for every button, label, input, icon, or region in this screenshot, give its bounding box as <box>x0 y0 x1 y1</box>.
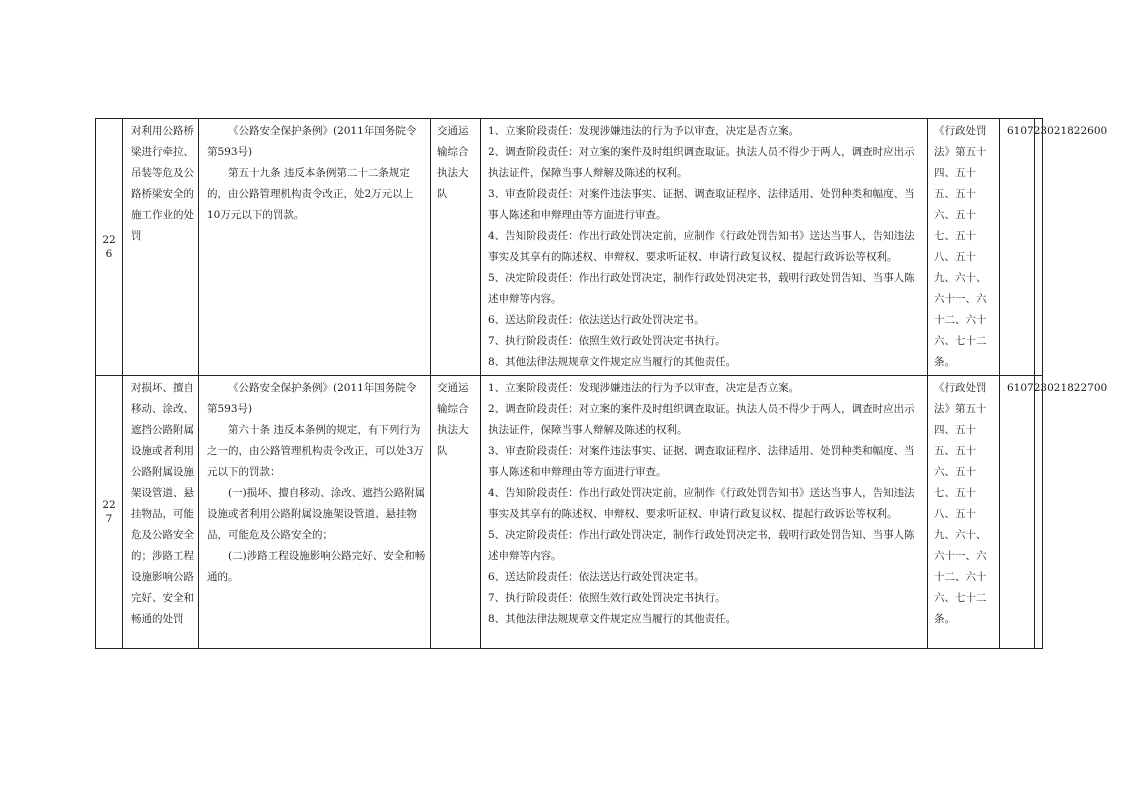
responsibility-cell <box>481 119 928 376</box>
table-row <box>96 119 1043 376</box>
row-number-part: 22 <box>102 234 116 246</box>
responsibility-item: 5、决定阶段责任：作出行政处罚决定，制作行政处罚决定书，载明行政处罚告知、当事人陈述申辩等内容。 <box>488 529 915 562</box>
responsibility-item: 2、调查阶段责任：对立案的案件及时组织调查取证。执法人员不得少于两人，调查时应出示执法证件，保障当事人辩解及陈述的权利。 <box>488 146 915 179</box>
row-number-part: 6 <box>105 248 113 260</box>
row-number-part: 7 <box>105 513 113 525</box>
table-row <box>96 376 1043 649</box>
responsibility-item: 3、审查阶段责任：对案件违法事实、证据、调查取证程序、法律适用、处罚种类和幅度、当事人陈述和申辩理由等方面进行审查。 <box>488 445 915 478</box>
responsibility-item: 2、调查阶段责任：对立案的案件及时组织调查取证。执法人员不得少于两人，调查时应出示执法证件，保障当事人辩解及陈述的权利。 <box>488 403 915 436</box>
power-list-table <box>95 118 1108 649</box>
legal-basis-subclause: (一)损坏、擅自移动、涂改、遮挡公路附属设施或者利用公路附属设施架设管道、悬挂物品，可能危及公路安全的； <box>207 487 426 541</box>
responsibility-item: 3、审查阶段责任：对案件违法事实、证据、调查取证程序、法律适用、处罚种类和幅度、当事人陈述和申辩理由等方面进行审查。 <box>488 188 915 221</box>
responsibility-item: 1、立案阶段责任：发现涉嫌违法的行为予以审查，决定是否立案。 <box>488 125 800 137</box>
row-number-part: 22 <box>102 499 116 511</box>
implementing-department: 交通运输综合执法大队 <box>431 376 481 649</box>
responsibility-item: 7、执行阶段责任：依照生效行政处罚决定书执行。 <box>488 592 726 604</box>
legal-basis-cell <box>199 119 431 376</box>
responsibility-item: 5、决定阶段责任：作出行政处罚决定，制作行政处罚决定书，载明行政处罚告知、当事人陈述申辩等内容。 <box>488 272 915 305</box>
row-number-cell <box>96 376 123 649</box>
accountability-law-cell: 《行政处罚法》第五十四、五十五、五十六、五十七、五十八、五十九、六十、六十一、六十二、六十六、七十二条。 <box>928 119 1000 376</box>
legal-basis-clause: 第六十条 违反本条例的规定，有下列行为之一的，由公路管理机构责令改正，可以处3万元以下的罚款： <box>207 424 424 478</box>
remarks-cell <box>1035 376 1043 649</box>
power-item-name: 对损坏、擅自移动、涂改、遮挡公路附属设施或者利用公路附属设施架设管道、悬挂物品，可能危及公路安全的；涉路工程设施影响公路完好、安全和畅通的处罚 <box>123 376 199 649</box>
legal-basis-cell <box>199 376 431 649</box>
responsibility-item: 7、执行阶段责任：依照生效行政处罚决定书执行。 <box>488 335 726 347</box>
power-item-name: 对利用公路桥梁进行牵拉、吊装等危及公路桥梁安全的施工作业的处罚 <box>123 119 199 376</box>
responsibility-item: 4、告知阶段责任：作出行政处罚决定前，应制作《行政处罚告知书》送达当事人，告知违法事实及其享有的陈述权、申辩权、要求听证权、申请行政复议权、提起行政诉讼等权利。 <box>488 230 915 263</box>
item-code-cell: 610723021822700 <box>1000 376 1035 649</box>
accountability-law-cell: 《行政处罚法》第五十四、五十五、五十六、五十七、五十八、五十九、六十、六十一、六十二、六十六、七十二条。 <box>928 376 1000 649</box>
legal-basis-source: 《公路安全保护条例》(2011年国务院令第593号) <box>207 125 417 158</box>
legal-basis-subclause: (二)涉路工程设施影响公路完好、安全和畅通的。 <box>207 550 426 583</box>
item-code-cell: 610723021822600 <box>1000 119 1035 376</box>
responsibility-item: 8、其他法律法规规章文件规定应当履行的其他责任。 <box>488 356 737 368</box>
responsibility-item: 1、立案阶段责任：发现涉嫌违法的行为予以审查，决定是否立案。 <box>488 382 800 394</box>
responsibility-item: 4、告知阶段责任：作出行政处罚决定前，应制作《行政处罚告知书》送达当事人，告知违法事实及其享有的陈述权、申辩权、要求听证权、申请行政复议权、提起行政诉讼等权利。 <box>488 487 915 520</box>
responsibility-cell <box>481 376 928 649</box>
legal-basis-clause: 第五十九条 违反本条例第二十二条规定的，由公路管理机构责令改正，处2万元以上10万元以下的罚款。 <box>207 167 414 221</box>
implementing-department: 交通运输综合执法大队 <box>431 119 481 376</box>
responsibility-item: 6、送达阶段责任：依法送达行政处罚决定书。 <box>488 571 705 583</box>
responsibility-item: 6、送达阶段责任：依法送达行政处罚决定书。 <box>488 314 705 326</box>
row-number-cell <box>96 119 123 376</box>
remarks-cell <box>1035 119 1043 376</box>
legal-basis-source: 《公路安全保护条例》(2011年国务院令第593号) <box>207 382 417 415</box>
responsibility-item: 8、其他法律法规规章文件规定应当履行的其他责任。 <box>488 613 737 625</box>
